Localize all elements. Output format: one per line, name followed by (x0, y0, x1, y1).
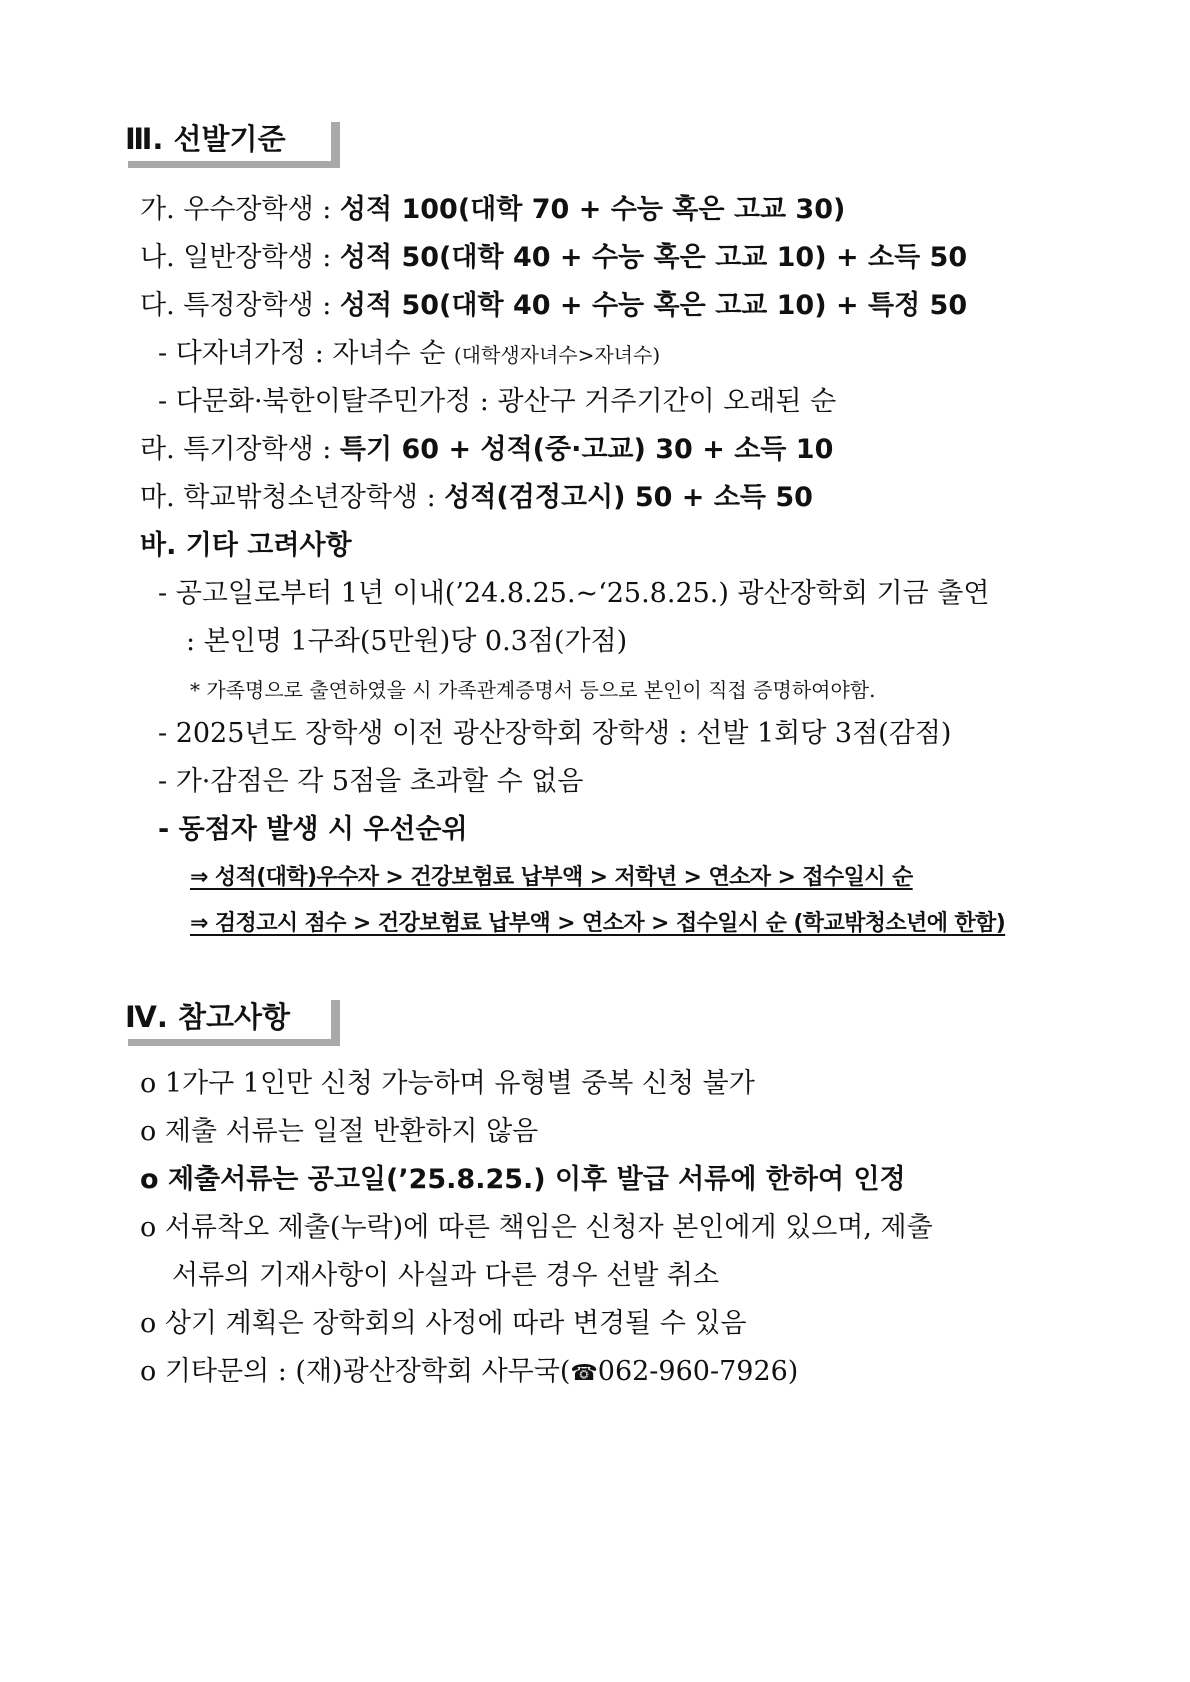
ba-item-note: * 가족명으로 출연하였을 시 가족관계증명서 등으로 본인이 직접 증명하여야함. (190, 678, 876, 702)
criteria-ga-label: 가. 우수장학생 : (140, 194, 340, 225)
criteria-da-sub-1-note: (대학생자녀수>자녀수) (453, 343, 661, 367)
criteria-da-sub-2: - 다문화·북한이탈주민가정 : 광산구 거주기간이 오래된 순 (158, 386, 837, 417)
ba-item-1: - 공고일로부터 1년 이내(’24.8.25.~‘25.8.25.) 광산장학회 기금 출연 (158, 578, 990, 609)
criteria-da (140, 288, 967, 324)
reference-item-4: o 서류착오 제출(누락)에 따른 책임은 신청자 본인에게 있으며, 제출 (140, 1212, 933, 1243)
criteria-da-sub-1-text: - 다자녀가정 : 자녀수 순 (158, 338, 454, 369)
tie-break-label: - 동점자 발생 시 우선순위 (158, 814, 468, 845)
criteria-ga (140, 192, 845, 228)
section-3-title: Ⅲ. 선발기준 (125, 122, 286, 156)
reference-item-3: o 제출서류는 공고일(’25.8.25.) 이후 발급 서류에 한하여 인정 (140, 1164, 906, 1195)
criteria-ma-value: 성적(검정고시) 50 + 소득 50 (444, 482, 813, 513)
section-4-title: Ⅳ. 참고사항 (125, 1000, 291, 1034)
criteria-ga-value: 성적 100(대학 70 + 수능 혹은 고교 30) (339, 194, 846, 225)
criteria-da-label: 다. 특정장학생 : (140, 290, 340, 321)
header-shadow-horizontal (128, 1039, 340, 1046)
tie-break-rule-2: ⇒ 검정고시 점수 > 건강보험료 납부액 > 연소자 > 접수일시 순 (학교밖청소년에 한함) (190, 911, 1006, 936)
criteria-na-value: 성적 50(대학 40 + 수능 혹은 고교 10) + 소득 50 (339, 242, 968, 273)
ba-item-4: - 가·감점은 각 5점을 초과할 수 없음 (158, 766, 584, 797)
criteria-da-sub-1 (158, 336, 660, 373)
reference-contact (140, 1354, 798, 1392)
header-shadow-horizontal (128, 161, 340, 168)
reference-item-4-cont: 서류의 기재사항이 사실과 다른 경우 선발 취소 (172, 1260, 720, 1291)
criteria-na-label: 나. 일반장학생 : (140, 242, 340, 273)
section-3-header (125, 122, 340, 168)
criteria-ma-label: 마. 학교밖청소년장학생 : (140, 482, 445, 513)
criteria-ra-value: 특기 60 + 성적(중·고교) 30 + 소득 10 (339, 434, 834, 465)
contact-close: ) (787, 1356, 799, 1387)
criteria-ra-label: 라. 특기장학생 : (140, 434, 340, 465)
reference-item-2: o 제출 서류는 일절 반환하지 않음 (140, 1116, 539, 1147)
contact-phone: 062-960-7926 (597, 1356, 788, 1387)
telephone-icon: ☎ (570, 1361, 598, 1386)
contact-label: o 기타문의 : (재)광산장학회 사무국( (140, 1356, 571, 1387)
criteria-ma (140, 480, 813, 516)
tie-break-rule-1: ⇒ 성적(대학)우수자 > 건강보험료 납부액 > 저학년 > 연소자 > 접수일시 순 (190, 865, 913, 890)
criteria-na (140, 240, 967, 276)
criteria-ba-label: 바. 기타 고려사항 (140, 530, 352, 561)
ba-item-3: - 2025년도 장학생 이전 광산장학회 장학생 : 선발 1회당 3점(감점) (158, 718, 952, 749)
criteria-da-value: 성적 50(대학 40 + 수능 혹은 고교 10) + 특정 50 (339, 290, 968, 321)
section-4-header (125, 1000, 340, 1046)
reference-item-1: o 1가구 1인만 신청 가능하며 유형별 중복 신청 불가 (140, 1068, 755, 1099)
ba-item-2: : 본인명 1구좌(5만원)당 0.3점(가점) (186, 626, 628, 657)
reference-item-5: o 상기 계획은 장학회의 사정에 따라 변경될 수 있음 (140, 1308, 747, 1339)
criteria-ra (140, 432, 833, 468)
